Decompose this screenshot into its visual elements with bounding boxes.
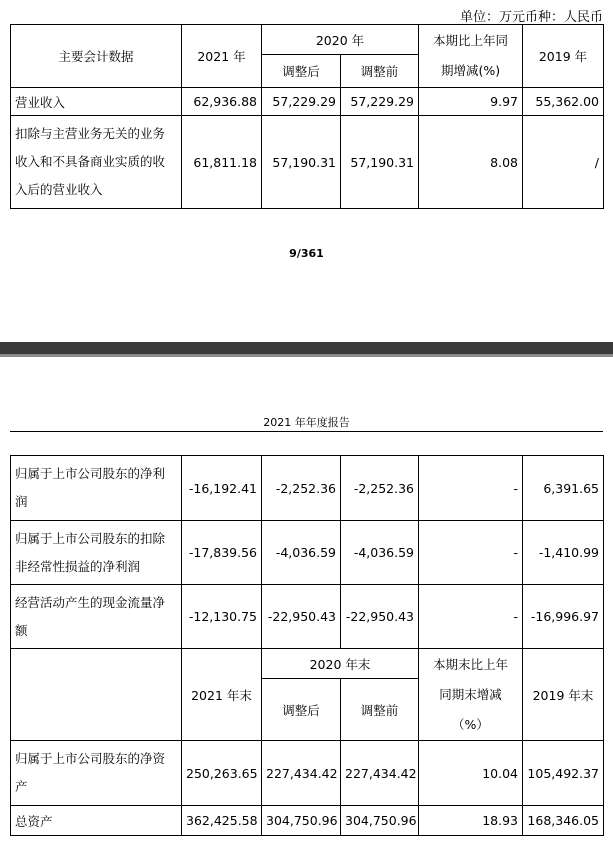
header-change-end-line1: 本期末比上年: [432, 656, 508, 672]
header-adjusted-after: 调整后: [262, 679, 341, 741]
table-row: [11, 521, 604, 585]
row-label: 归属于上市公司股东的净利润: [11, 456, 182, 521]
cell-2020-after: 57,190.31: [262, 116, 341, 209]
cell-2020-before: 304,750.96: [341, 806, 419, 836]
report-header-rule: [10, 431, 603, 432]
row-label: 营业收入: [11, 88, 182, 116]
cell-2019: -16,996.97: [523, 585, 604, 649]
cell-2020-after: 304,750.96: [262, 806, 341, 836]
cell-2021: 61,811.18: [182, 116, 262, 209]
header-adjusted-after: 调整后: [262, 55, 341, 88]
row-label: 归属于上市公司股东的净资产: [11, 741, 182, 806]
accounting-data-table-top: [10, 24, 604, 209]
cell-2019: -1,410.99: [523, 521, 604, 585]
table-row: [11, 88, 604, 116]
cell-2021: 362,425.58: [182, 806, 262, 836]
cell-2019: 105,492.37: [523, 741, 604, 806]
table-row: [11, 456, 604, 521]
cell-2019: 6,391.65: [523, 456, 604, 521]
unit-note: 单位：万元币种：人民币: [459, 10, 603, 25]
report-title: 2021 年年度报告: [263, 416, 350, 429]
cell-2020-after: -4,036.59: [262, 521, 341, 585]
cell-2020-before: 227,434.42: [341, 741, 419, 806]
cell-2021: -12,130.75: [182, 585, 262, 649]
cell-2021: 250,263.65: [182, 741, 262, 806]
header-change-end: [419, 649, 523, 741]
cell-2020-after: -22,950.43: [262, 585, 341, 649]
cell-2019: 168,346.05: [523, 806, 604, 836]
header-2020: 2020 年: [262, 25, 419, 55]
table-row: [11, 585, 604, 649]
cell-change: -: [419, 521, 523, 585]
page-number: 9/361: [289, 247, 324, 260]
cell-change: -: [419, 585, 523, 649]
cell-change: 18.93: [419, 806, 523, 836]
header-change-end-line2: 同期末增减: [439, 686, 502, 702]
header-adjusted-before: 调整前: [341, 55, 419, 88]
cell-2020-before: -2,252.36: [341, 456, 419, 521]
cell-2021: 62,936.88: [182, 88, 262, 116]
table-row: [11, 116, 604, 209]
cell-2019: /: [523, 116, 604, 209]
cell-change: 10.04: [419, 741, 523, 806]
row-label: 经营活动产生的现金流量净额: [11, 585, 182, 649]
cell-2020-before: -22,950.43: [341, 585, 419, 649]
cell-2020-after: -2,252.36: [262, 456, 341, 521]
cell-2020-before: 57,190.31: [341, 116, 419, 209]
header-change-line2: 期增减(%): [440, 63, 501, 78]
header-2019: 2019 年: [523, 25, 604, 88]
cell-2021: -16,192.41: [182, 456, 262, 521]
header-change: [419, 25, 523, 88]
header-change-end-line3: （%）: [452, 716, 489, 732]
cell-2020-after: 227,434.42: [262, 741, 341, 806]
header-2019-end: 2019 年末: [523, 649, 604, 741]
cell-change: -: [419, 456, 523, 521]
cell-2020-after: 57,229.29: [262, 88, 341, 116]
cell-2019: 55,362.00: [523, 88, 604, 116]
header-adjusted-before: 调整前: [341, 679, 419, 741]
row-label: 扣除与主营业务无关的业务收入和不具备商业实质的收入后的营业收入: [11, 116, 182, 209]
cell-change: 8.08: [419, 116, 523, 209]
cell-2020-before: 57,229.29: [341, 88, 419, 116]
row-label: 归属于上市公司股东的扣除非经常性损益的净利润: [11, 521, 182, 585]
header-2020-end: 2020 年末: [262, 649, 419, 679]
header-item: 主要会计数据: [11, 25, 182, 88]
row-label: 总资产: [11, 806, 182, 836]
page-break-band-shadow: [0, 354, 613, 357]
table-row: [11, 806, 604, 836]
header-2021-end: 2021 年末: [182, 649, 262, 741]
cell-2020-before: -4,036.59: [341, 521, 419, 585]
accounting-data-table-bottom: [10, 455, 604, 836]
table-row: [11, 741, 604, 806]
header-2021: 2021 年: [182, 25, 262, 88]
cell-2021: -17,839.56: [182, 521, 262, 585]
cell-change: 9.97: [419, 88, 523, 116]
header-item-empty: [11, 649, 182, 741]
header-change-line1: 本期比上年同: [433, 33, 509, 48]
